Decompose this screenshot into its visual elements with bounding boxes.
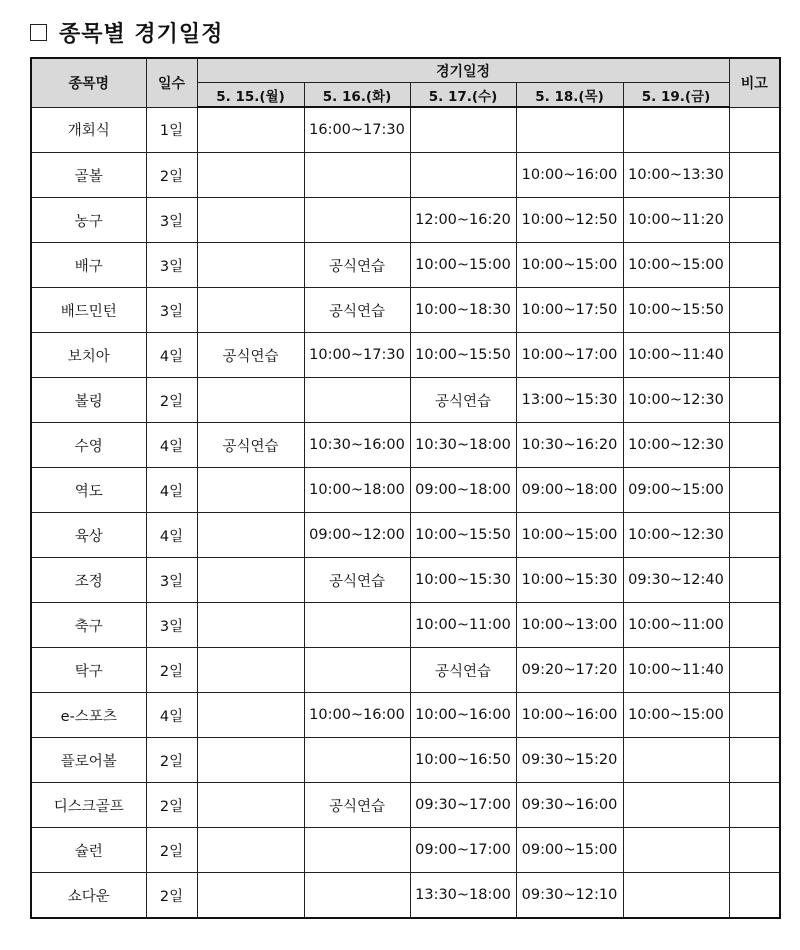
cell-date-2: 10:00~16:00 [304,693,410,738]
checkbox-square-icon [30,24,47,41]
cell-date-1 [197,873,304,919]
cell-date-3 [410,153,516,198]
cell-date-4: 10:00~16:00 [516,153,623,198]
cell-days: 4일 [146,468,197,513]
cell-note [729,378,780,423]
cell-days: 2일 [146,738,197,783]
cell-date-5: 10:00~13:30 [623,153,729,198]
cell-date-4: 10:00~16:00 [516,693,623,738]
cell-date-3: 09:00~18:00 [410,468,516,513]
cell-date-5: 10:00~11:20 [623,198,729,243]
cell-date-5: 09:00~15:00 [623,468,729,513]
cell-note [729,828,780,873]
cell-days: 4일 [146,693,197,738]
cell-date-3: 공식연습 [410,378,516,423]
title-row [30,14,223,50]
cell-date-4: 10:00~13:00 [516,603,623,648]
cell-date-2: 10:00~17:30 [304,333,410,378]
cell-sport: 조정 [31,558,146,603]
cell-date-1 [197,198,304,243]
cell-date-1 [197,558,304,603]
cell-date-1 [197,243,304,288]
cell-date-2: 공식연습 [304,783,410,828]
cell-days: 3일 [146,558,197,603]
page-title: 종목별 경기일정 [59,21,224,47]
cell-date-3: 10:00~18:30 [410,288,516,333]
cell-date-3: 10:30~18:00 [410,423,516,468]
cell-date-5: 10:00~12:30 [623,423,729,468]
schedule-table [30,57,781,919]
cell-date-5 [623,783,729,828]
cell-date-4: 10:00~15:00 [516,243,623,288]
cell-date-5: 10:00~15:50 [623,288,729,333]
cell-note [729,468,780,513]
cell-date-5 [623,107,729,153]
cell-date-3: 공식연습 [410,648,516,693]
cell-date-2 [304,648,410,693]
cell-sport: 육상 [31,513,146,558]
cell-date-1 [197,783,304,828]
cell-date-2: 10:00~18:00 [304,468,410,513]
cell-sport: 수영 [31,423,146,468]
table-row [31,107,780,153]
cell-date-5: 10:00~12:30 [623,513,729,558]
cell-sport: 개회식 [31,107,146,153]
cell-date-4: 10:00~15:00 [516,513,623,558]
cell-days: 3일 [146,198,197,243]
cell-note [729,738,780,783]
table-row [31,738,780,783]
cell-date-2 [304,873,410,919]
cell-date-2: 10:30~16:00 [304,423,410,468]
cell-date-5: 10:00~15:00 [623,693,729,738]
cell-date-5: 10:00~11:40 [623,648,729,693]
cell-date-5 [623,873,729,919]
header-days: 일수 [146,58,197,107]
cell-date-2 [304,378,410,423]
cell-days: 4일 [146,333,197,378]
cell-date-4: 09:30~15:20 [516,738,623,783]
cell-date-3: 10:00~15:30 [410,558,516,603]
cell-date-4: 10:00~12:50 [516,198,623,243]
cell-date-3: 10:00~15:50 [410,513,516,558]
cell-sport: 농구 [31,198,146,243]
cell-date-4: 10:00~17:50 [516,288,623,333]
cell-date-3: 10:00~16:00 [410,693,516,738]
cell-date-3: 13:30~18:00 [410,873,516,919]
cell-note [729,873,780,919]
cell-date-4: 13:00~15:30 [516,378,623,423]
table-row [31,873,780,919]
cell-note [729,513,780,558]
cell-date-1 [197,648,304,693]
cell-date-5: 10:00~15:00 [623,243,729,288]
cell-sport: 플로어볼 [31,738,146,783]
cell-date-2 [304,738,410,783]
cell-date-1 [197,153,304,198]
cell-note [729,288,780,333]
cell-date-1: 공식연습 [197,423,304,468]
cell-note [729,153,780,198]
cell-sport: 골볼 [31,153,146,198]
cell-date-3: 10:00~15:00 [410,243,516,288]
cell-date-4: 09:30~16:00 [516,783,623,828]
cell-days: 3일 [146,243,197,288]
table-row [31,603,780,648]
header-date: 5. 15.(월) [197,83,304,108]
cell-days: 3일 [146,603,197,648]
cell-days: 1일 [146,107,197,153]
cell-days: 2일 [146,648,197,693]
cell-days: 2일 [146,873,197,919]
table-row [31,783,780,828]
cell-date-1 [197,107,304,153]
table-row [31,693,780,738]
cell-date-4 [516,107,623,153]
table-row [31,423,780,468]
cell-days: 2일 [146,153,197,198]
cell-date-2: 16:00~17:30 [304,107,410,153]
table-row [31,558,780,603]
header-sport: 종목명 [31,58,146,107]
cell-date-2: 09:00~12:00 [304,513,410,558]
cell-date-5: 09:30~12:40 [623,558,729,603]
cell-date-5 [623,738,729,783]
cell-date-3: 12:00~16:20 [410,198,516,243]
cell-date-1 [197,468,304,513]
header-date: 5. 16.(화) [304,83,410,108]
cell-note [729,107,780,153]
cell-date-2 [304,153,410,198]
cell-date-4: 10:00~15:30 [516,558,623,603]
cell-date-1 [197,288,304,333]
header-note: 비고 [729,58,780,107]
cell-sport: 볼링 [31,378,146,423]
table-row [31,243,780,288]
cell-date-2 [304,828,410,873]
cell-note [729,198,780,243]
cell-date-5: 10:00~12:30 [623,378,729,423]
cell-sport: 디스크골프 [31,783,146,828]
cell-note [729,603,780,648]
cell-date-1 [197,513,304,558]
cell-date-1 [197,828,304,873]
schedule-body [31,107,780,918]
cell-date-2 [304,603,410,648]
cell-days: 4일 [146,423,197,468]
cell-note [729,423,780,468]
cell-date-3: 10:00~11:00 [410,603,516,648]
table-row [31,378,780,423]
cell-date-1 [197,693,304,738]
cell-date-4: 10:30~16:20 [516,423,623,468]
cell-date-2: 공식연습 [304,243,410,288]
header-date: 5. 19.(금) [623,83,729,108]
cell-days: 2일 [146,378,197,423]
cell-sport: 배구 [31,243,146,288]
cell-note [729,333,780,378]
cell-date-4: 09:00~18:00 [516,468,623,513]
table-row [31,648,780,693]
header-date: 5. 18.(목) [516,83,623,108]
cell-date-1 [197,378,304,423]
cell-days: 3일 [146,288,197,333]
cell-note [729,243,780,288]
cell-note [729,693,780,738]
cell-date-3 [410,107,516,153]
cell-date-3: 10:00~16:50 [410,738,516,783]
cell-sport: 배드민턴 [31,288,146,333]
cell-note [729,783,780,828]
cell-sport: 슐런 [31,828,146,873]
table-row [31,468,780,513]
cell-date-3: 10:00~15:50 [410,333,516,378]
cell-date-5: 10:00~11:40 [623,333,729,378]
cell-date-4: 09:20~17:20 [516,648,623,693]
cell-date-3: 09:00~17:00 [410,828,516,873]
table-row [31,288,780,333]
cell-days: 2일 [146,828,197,873]
cell-date-5: 10:00~11:00 [623,603,729,648]
cell-date-4: 10:00~17:00 [516,333,623,378]
cell-date-1: 공식연습 [197,333,304,378]
table-row [31,513,780,558]
header-date: 5. 17.(수) [410,83,516,108]
cell-note [729,558,780,603]
cell-sport: e-스포츠 [31,693,146,738]
cell-date-5 [623,828,729,873]
cell-sport: 역도 [31,468,146,513]
cell-days: 4일 [146,513,197,558]
cell-sport: 축구 [31,603,146,648]
cell-date-1 [197,603,304,648]
cell-sport: 쇼다운 [31,873,146,919]
table-row [31,828,780,873]
cell-date-2: 공식연습 [304,288,410,333]
cell-sport: 보치아 [31,333,146,378]
cell-date-1 [197,738,304,783]
table-row [31,198,780,243]
table-row [31,333,780,378]
cell-date-2 [304,198,410,243]
cell-date-2: 공식연습 [304,558,410,603]
cell-date-4: 09:30~12:10 [516,873,623,919]
cell-date-3: 09:30~17:00 [410,783,516,828]
cell-date-4: 09:00~15:00 [516,828,623,873]
cell-note [729,648,780,693]
header-schedule: 경기일정 [197,58,729,83]
cell-days: 2일 [146,783,197,828]
table-row [31,153,780,198]
cell-sport: 탁구 [31,648,146,693]
